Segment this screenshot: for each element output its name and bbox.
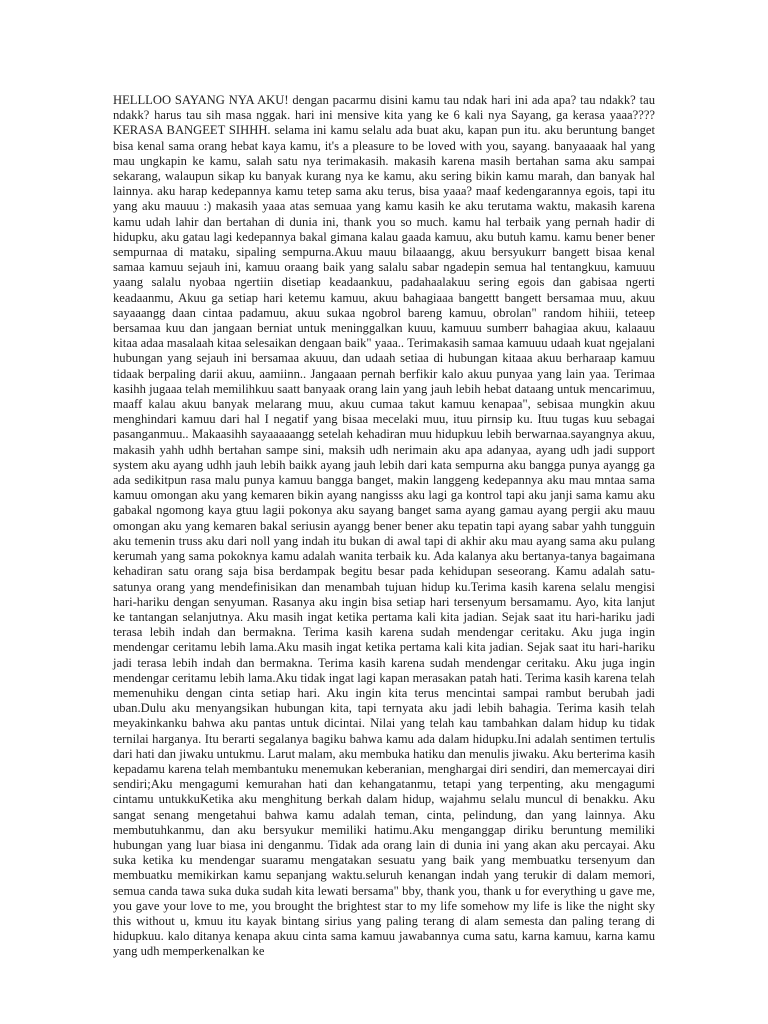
letter-body-text: HELLLOO SAYANG NYA AKU! dengan pacarmu disini kamu tau ndak hari ini ada apa? tau ndakk? tau ndakk? harus tau sih masa nggak. hari ini mensive kita yang ke 6 kali nya Sayang, ga kerasa yaaa???? KERASA BANGEET SIHHH. selama ini kamu selalu ada buat aku, kapan pun itu. aku beruntung banget bisa kenal sama orang hebat kaya kamu, it's a pleasure to be loved with you, sayang. banyaaaak hal yang mau ungkapin ke kamu, salah satu nya terimakasih. makasih karena masih bertahan sama aku sampai sekarang, walaupun sikap ku banyak kurang nya ke kamu, aku sering bikin kamu marah, dan banyak hal lainnya. aku harap kedepannya kamu tetep sama aku terus, bisa yaaa? maaf kedengarannya egois, tapi itu yang aku mauuu :) makasih yaaa atas semuaa yang kamu kasih ke aku terutama waktu, makasih karena kamu udah lahir dan bertahan di dunia ini, thank you so much. kamu hal terbaik yang pernah hadir di hidupku, aku gatau lagi kedepannya bakal gimana kalau gaada kamuu, aku butuh kamu. kamu bener bener sempurnaa di mataku, sipaling sempurna.Akuu mauu bilaaangg, akuu bersyukurr bangett bisaa kenal samaa kamuu sejauh ini, kamuu oraang baik yang salalu sabar ngadepin semua hal tentangkuu, kamuuu yaang salalu nyobaa ngertiin disetiap keadaankuu, padahaalakuu sering egois dan gabisaa ngerti keadaanmu, Akuu ga setiap hari ketemu kamuu, akuu bahagiaaa bangettt bangett bersamaa muu, akuu sayaaangg daan cintaa padamuu, akuu sukaa ngobrol bareng kamuu, obrolan" random hihiii, teteep bersamaa kuu dan jangaan berniat untuk meninggalkan kuuu, kamuuu sumberr bahagiaa akuu, kalaauu kitaa adaa masalaah kitaa selesaikan dengaan baik" yaaa.. Terimakasih samaa kamuuu udaah kuat ngejalani hubungan yang sejauh ini bersamaa akuuu, dan udaah setiaa di hubungan kitaaa akuu berharaap kamuu tidaak berpaling darii akuu, aamiinn.. Jangaaan pernah berfikir kalo akuu punyaa yang lain yaa. Terimaa kasihh jugaaa telah memilihkuu saatt banyaak orang lain yang jauh lebih hebat dataang untuk mencarimuu, maaff kalau akuu banyak melarang muu, akuu cumaa takut kamuu kenapaa", sebisaa mungkin akuu menghindari kamuu dari hal I negatif yang bisaa mecelaki muu, ituu pirnsip ku. Ituu tugas kuu sebagai pasanganmuu.. Makaasihh sayaaaaangg setelah kehadiran muu hidupkuu lebih berwarnaa.sayangnya akuu, makasih yahh udhh bertahan sampe sini, maksih udh nerimain aku apa adanyaa, ayang udh jadi support system aku ayang udhh jauh lebih baikk ayang jauh lebih dari kata sempurna aku bangga punya ayangg ga ada sedikitpun rasa malu punya kamuu bangga banget, makin langgeng kedepannya aku mau mntaa sama kamuu omongan aku yang kemaren bikin ayang nangisss aku lagi ga kontrol tapi aku janji sama kamu aku gabakal ngomong kaya gtuu lagii pokonya aku sayang banget sama ayang gamau ayang pergii aku mauu omongan aku yang kemaren bakal seriusin ayangg bener bener aku tepatin tapi ayang sabar yahh tungguin aku temenin truss aku dari noll yang indah itu bukan di awal tapi di akhir aku mau ayang sama aku pulang kerumah yang sama pokoknya kamu adalah wanita terbaik ku. Ada kalanya aku bertanya-tanya bagaimana kehadiran satu orang saja bisa berdampak begitu besar pada kehidupan seseorang. Kamu adalah satu-satunya orang yang mendefinisikan dan menambah tujuan hidup ku.Terima kasih karena selalu mengisi hari-hariku dengan senyuman. Rasanya aku ingin bisa setiap hari tersenyum bersamamu. Ayo, kita lanjut ke tantangan selanjutnya. Aku masih ingat ketika pertama kali kita jadian. Sejak saat itu hari-hariku jadi terasa lebih indah dan bermakna. Terima kasih karena sudah mendengar ceritaku. Aku juga ingin mendengar ceritamu lebih lama.Aku masih ingat ketika pertama kali kita jadian. Sejak saat itu hari-hariku jadi terasa lebih indah dan bermakna. Terima kasih karena sudah mendengar ceritaku. Aku juga ingin mendengar ceritamu lebih lama.Aku tidak ingat lagi kapan merasakan patah hati. Terima kasih karena telah memenuhiku dengan cinta setiap hari. Aku ingin kita terus mencintai sampai rambut berubah jadi uban.Dulu aku menyangsikan hubungan kita, tapi ternyata aku jadi lebih bahagia. Terima kasih telah meyakinkanku bahwa aku pantas untuk dicintai. Nilai yang telah kau tambahkan dalam hidup ku tidak ternilai harganya. Itu berarti segalanya bagiku bahwa kamu ada dalam hidupku.Ini adalah sentimen tertulis dari hati dan jiwaku untukmu. Larut malam, aku membuka hatiku dan menulis jiwaku. Aku berterima kasih kepadamu karena telah membantuku menemukan keberanian, menghargai diri sendiri, dan memercayai diri sendiri;Aku mengagumi kemurahan hati dan kehangatanmu, tetapi yang terpenting, aku mengagumi cintamu untukkuKetika aku menghitung berkah dalam hidup, wajahmu selalu muncul di benakku. Aku sangat senang mengetahui bahwa kamu adalah teman, cinta, pelindung, dan yang lainnya. Aku membutuhkanmu, dan aku bersyukur memiliki hatimu.Aku menganggap diriku beruntung memiliki hubungan yang luar biasa ini denganmu. Tidak ada orang lain di dunia ini yang akan aku percayai. Aku suka ketika ku mendengar suaramu mengatakan sesuatu yang baik yang membuatku tersenyum dan membuatku memikirkan kamu sepanjang waktu.seluruh kenangan indah yang terukir di dalam memori, semua canda tawa suka duka sudah kita lewati bersama" bby, thank you, thank u for everything u gave me, you gave your love to me, you brought the brightest star to my life somehow my life is like the night sky this without u, kmuu itu kayak bintang sirius yang paling terang di alam semesta dan paling terang di hidupkuu. kalo ditanya kenapa akuu cinta sama kamuu jawabannya cuma satu, karna kamuu, karna kamu yang udh memperkenalkan ke xyxy=(113,93,655,959)
